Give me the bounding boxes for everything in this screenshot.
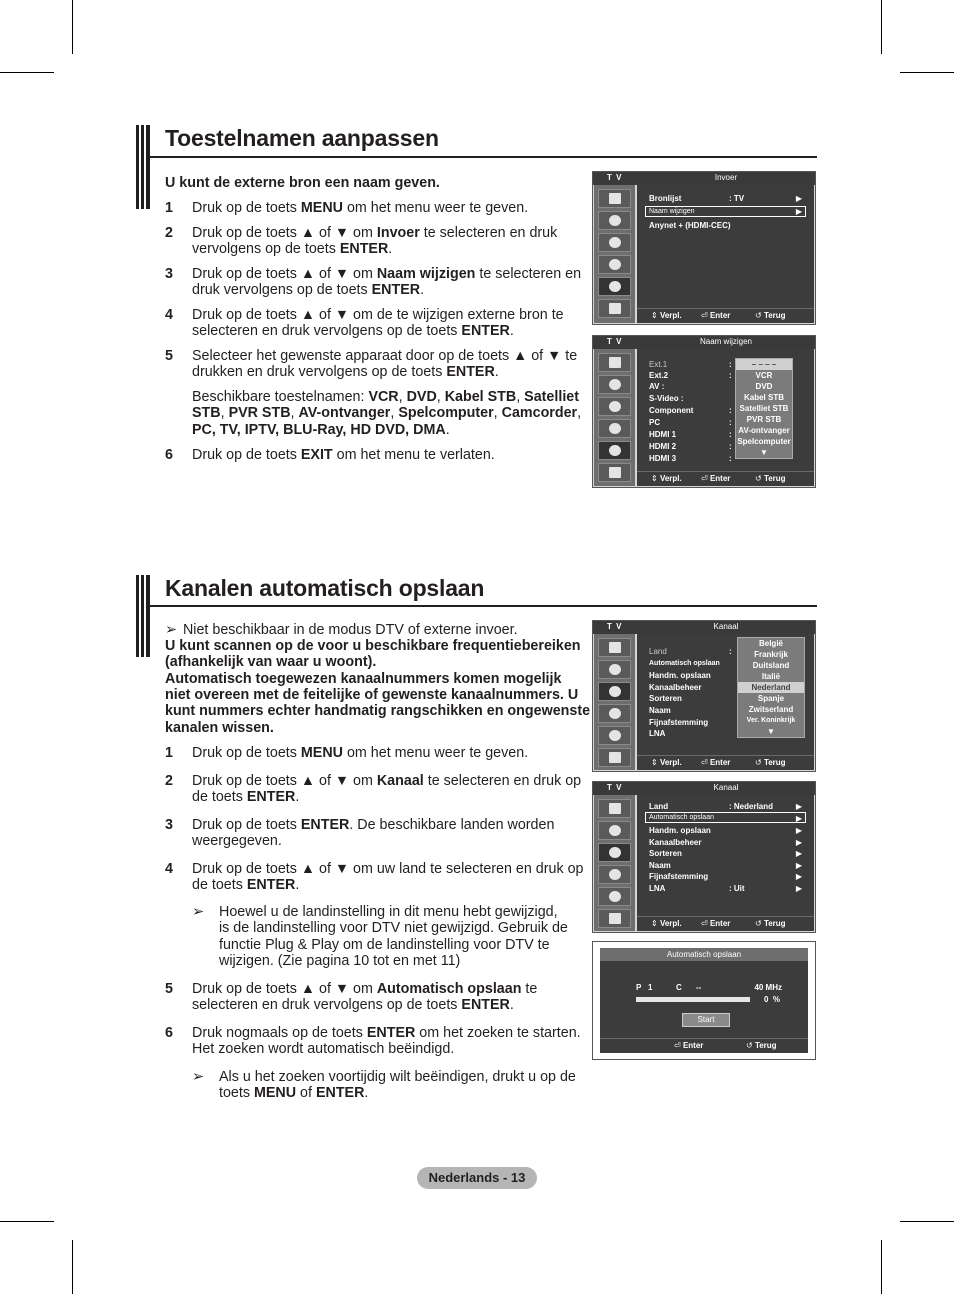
menu-row[interactable]: Component bbox=[649, 406, 694, 415]
step-number: 4 bbox=[165, 307, 173, 323]
move-hint: ⇕ Verpl. bbox=[651, 474, 682, 483]
menu-row[interactable]: Handm. opslaan bbox=[649, 671, 711, 680]
arrow-right-icon: ▶ bbox=[795, 838, 802, 847]
dropdown-option[interactable]: Duitsland bbox=[752, 661, 790, 670]
dropdown-option[interactable]: ▼ bbox=[760, 448, 768, 457]
input-icon[interactable] bbox=[598, 441, 631, 460]
step-text: Druk op de toets ▲ of ▼ om Automatisch opslaan te bbox=[192, 981, 538, 997]
note-text: Als u het zoeken voortijdig wilt beëindigen, drukt u op de bbox=[219, 1069, 576, 1085]
autosave-p-value: 1 bbox=[648, 983, 653, 992]
menu-row[interactable]: Handm. opslaan bbox=[649, 826, 711, 835]
intro-line: Automatisch toegewezen kanaalnummers komen mogelijk bbox=[165, 670, 562, 687]
step-text: selecteren en druk vervolgens op de toets ENTER. bbox=[192, 997, 514, 1014]
menu-row[interactable]: AV : bbox=[649, 382, 665, 391]
tv-label: T V bbox=[607, 337, 623, 346]
tv-label: T V bbox=[607, 173, 623, 182]
arrow-right-icon: ▶ bbox=[795, 849, 802, 858]
menu-row[interactable]: Sorteren bbox=[649, 694, 682, 703]
channel-icon[interactable] bbox=[598, 397, 631, 416]
dropdown-option[interactable]: Spanje bbox=[757, 694, 785, 703]
step-text: Druk op de toets ▲ of ▼ om Invoer te selecteren en druk bbox=[192, 225, 558, 241]
menu-title: Kanaal bbox=[713, 622, 739, 631]
menu-row-bronlijst[interactable]: Bronlijst bbox=[649, 194, 682, 203]
step-text: Druk nogmaals op de toets ENTER om het zoeken te starten. bbox=[192, 1025, 581, 1041]
note-arrow-icon: ➢ bbox=[192, 904, 204, 920]
channel-icon[interactable] bbox=[598, 233, 631, 252]
input-icon[interactable] bbox=[598, 726, 631, 745]
menu-value: : Nederland bbox=[729, 802, 774, 811]
dropdown-option[interactable]: VCR bbox=[755, 371, 773, 380]
input-icon[interactable] bbox=[598, 887, 631, 906]
note-text: functie Plug & Play om de landinstelling voor DTV te bbox=[219, 936, 550, 953]
arrow-right-icon: ▶ bbox=[795, 814, 802, 823]
dropdown-option[interactable]: AV-ontvanger bbox=[738, 426, 790, 435]
menu-colon: : bbox=[729, 442, 732, 451]
sound-icon[interactable] bbox=[598, 375, 631, 394]
intro-line: kunt nummers echter handmatig rangschikken en ongewenste bbox=[165, 703, 591, 720]
back-hint: ↺ Terug bbox=[746, 1041, 777, 1050]
step-text: druk vervolgens op de toets ENTER. bbox=[192, 282, 425, 299]
osd-invoer-panel bbox=[592, 171, 816, 325]
dropdown-option[interactable]: Kabel STB bbox=[743, 393, 784, 402]
menu-row[interactable]: Automatisch opslaan bbox=[649, 814, 714, 821]
menu-colon: : bbox=[729, 406, 732, 415]
autosave-title: Automatisch opslaan bbox=[600, 948, 808, 961]
note-text: Hoewel u de landinstelling in dit menu hebt gewijzigd, bbox=[219, 904, 558, 920]
menu-row[interactable]: Automatisch opslaan bbox=[649, 660, 720, 667]
picture-icon[interactable] bbox=[598, 799, 631, 818]
crop-mark bbox=[0, 72, 54, 73]
menu-colon: : bbox=[729, 360, 732, 369]
move-hint: ⇕ Verpl. bbox=[651, 311, 682, 320]
step-text: Druk op de toets ▲ of ▼ om uw land te selecteren en druk op bbox=[192, 861, 584, 877]
back-hint: ↺ Terug bbox=[755, 474, 786, 483]
step-text: Druk op de toets MENU om het menu weer te geven. bbox=[192, 200, 529, 216]
menu-sidebar bbox=[594, 634, 635, 770]
device-name-dropdown bbox=[735, 358, 793, 459]
step-text: de toets ENTER. bbox=[192, 789, 300, 806]
menu-row[interactable]: PC bbox=[649, 418, 661, 427]
step-text: Het zoeken wordt automatisch beëindigd. bbox=[192, 1041, 455, 1058]
setup-icon[interactable] bbox=[598, 419, 631, 438]
menu-value: : Uit bbox=[729, 884, 745, 893]
step-text: Beschikbare toestelnamen: VCR, DVD, Kabel STB, Satelliet bbox=[192, 389, 579, 405]
step-number: 5 bbox=[165, 348, 173, 364]
section-rule bbox=[150, 605, 817, 607]
crop-mark bbox=[900, 72, 954, 73]
menu-title: Naam wijzigen bbox=[699, 337, 753, 346]
arrow-right-icon: ▶ bbox=[795, 872, 802, 881]
start-button[interactable]: Start bbox=[682, 1013, 730, 1027]
section1-intro: U kunt de externe bron een naam geven. bbox=[165, 175, 440, 191]
dropdown-option[interactable]: DVD bbox=[755, 382, 773, 391]
step-number: 3 bbox=[165, 817, 173, 833]
sound-icon[interactable] bbox=[598, 211, 631, 230]
dropdown-option[interactable]: ▼ bbox=[767, 727, 775, 736]
menu-footer bbox=[637, 916, 814, 931]
picture-icon[interactable] bbox=[598, 353, 631, 372]
note-arrow-icon: ➢ bbox=[192, 1069, 204, 1085]
menu-footer bbox=[637, 755, 814, 770]
back-hint: ↺ Terug bbox=[755, 311, 786, 320]
dropdown-option[interactable]: Nederland bbox=[738, 682, 804, 693]
step-text: PC, TV, IPTV, BLU-Ray, HD DVD, DMA. bbox=[192, 421, 450, 438]
arrow-right-icon: ▶ bbox=[795, 826, 802, 835]
crop-mark bbox=[72, 0, 73, 54]
menu-row-naam-wijzigen[interactable]: Naam wijzigen bbox=[649, 208, 695, 215]
menu-main bbox=[637, 349, 814, 486]
menu-main bbox=[637, 634, 814, 770]
application-icon[interactable] bbox=[598, 299, 631, 318]
enter-hint: ⏎ Enter bbox=[701, 474, 731, 483]
channel-icon[interactable] bbox=[598, 843, 631, 862]
step-text: Druk op de toets ▲ of ▼ om Naam wijzigen te selecteren en bbox=[192, 266, 582, 282]
menu-colon: : bbox=[729, 454, 732, 463]
step-text: Druk op de toets MENU om het menu weer te geven. bbox=[192, 745, 529, 761]
application-icon[interactable] bbox=[598, 909, 631, 928]
menu-footer bbox=[637, 308, 814, 323]
dropdown-option[interactable]: Frankrijk bbox=[754, 650, 788, 659]
menu-sidebar bbox=[594, 349, 635, 486]
step-number: 2 bbox=[165, 773, 173, 789]
arrow-right-icon: ▶ bbox=[795, 861, 802, 870]
enter-hint: ⏎ Enter bbox=[701, 919, 731, 928]
menu-title: Kanaal bbox=[713, 783, 739, 792]
autosave-c-label: C bbox=[676, 983, 682, 992]
tv-label: T V bbox=[607, 783, 623, 792]
menu-row[interactable]: Land bbox=[649, 647, 667, 656]
setup-icon[interactable] bbox=[598, 865, 631, 884]
step-text: Selecteer het gewenste apparaat door op de toets ▲ of ▼ te bbox=[192, 348, 578, 364]
step-text: Druk op de toets EXIT om het menu te verlaten. bbox=[192, 447, 495, 463]
menu-sidebar bbox=[594, 795, 635, 931]
crop-mark bbox=[0, 1221, 54, 1222]
menu-row[interactable]: Ext.2 bbox=[649, 371, 669, 380]
menu-row[interactable]: S-Video : bbox=[649, 394, 684, 403]
step-text: Druk op de toets ▲ of ▼ om Kanaal te selecteren en druk op bbox=[192, 773, 582, 789]
crop-mark bbox=[72, 1240, 73, 1294]
step-number: 4 bbox=[165, 861, 173, 877]
menu-colon: : bbox=[729, 418, 732, 427]
menu-row[interactable]: HDMI 3 bbox=[649, 454, 677, 463]
osd-autosave-panel bbox=[592, 941, 816, 1060]
intro-line: U kunt scannen op de voor u beschikbare frequentiebereiken bbox=[165, 638, 581, 654]
menu-sidebar bbox=[594, 185, 635, 323]
step-text: drukken en druk vervolgens op de toets ENTER. bbox=[192, 364, 499, 381]
step-number: 1 bbox=[165, 745, 173, 761]
menu-row[interactable]: HDMI 1 bbox=[649, 430, 677, 439]
section-title: Kanalen automatisch opslaan bbox=[165, 575, 485, 601]
enter-hint: ⏎ Enter bbox=[701, 311, 731, 320]
back-hint: ↺ Terug bbox=[755, 758, 786, 767]
step-text: de toets ENTER. bbox=[192, 877, 300, 894]
dropdown-option[interactable]: Italië bbox=[761, 672, 781, 681]
autosave-progress-text: 0 % bbox=[763, 995, 780, 1004]
menu-row[interactable]: LNA bbox=[649, 729, 666, 738]
menu-row[interactable]: Sorteren bbox=[649, 849, 682, 858]
section2-note: ➢ Niet beschikbaar in de modus DTV of externe invoer. bbox=[165, 622, 518, 638]
note-text: wijzigen. (Zie pagina 10 tot en met 11) bbox=[219, 952, 461, 969]
menu-row[interactable]: LNA bbox=[649, 884, 666, 893]
menu-row[interactable]: Fijnafstemming bbox=[649, 718, 709, 727]
arrow-right-icon: ▶ bbox=[795, 802, 802, 811]
step-number: 5 bbox=[165, 981, 173, 997]
menu-row[interactable]: Ext.1 bbox=[649, 360, 668, 369]
menu-row-anynet[interactable]: Anynet + (HDMI-CEC) bbox=[649, 221, 731, 230]
dropdown-option[interactable]: Zwitserland bbox=[748, 705, 794, 714]
menu-row[interactable]: HDMI 2 bbox=[649, 442, 677, 451]
dropdown-option[interactable]: – – – – bbox=[736, 359, 792, 370]
section-title: Toestelnamen aanpassen bbox=[165, 125, 439, 151]
back-hint: ↺ Terug bbox=[755, 919, 786, 928]
step-number: 1 bbox=[165, 200, 173, 216]
arrow-right-icon: ▶ bbox=[795, 194, 802, 203]
autosave-c-value: -- bbox=[696, 983, 702, 992]
intro-line: (afhankelijk van waar u woont). bbox=[165, 654, 377, 671]
intro-line: kanalen wissen. bbox=[165, 719, 274, 736]
section-rule bbox=[150, 156, 817, 158]
menu-main bbox=[637, 185, 814, 323]
page-number-label: Nederlands - 13 bbox=[417, 1167, 537, 1189]
enter-hint: ⏎ Enter bbox=[674, 1041, 704, 1050]
crop-mark bbox=[881, 0, 882, 54]
dropdown-option[interactable]: PVR STB bbox=[746, 415, 782, 424]
tv-label: T V bbox=[607, 622, 623, 631]
osd-kanaal-land-panel bbox=[592, 620, 816, 772]
intro-line: niet overeen met de feitelijke of gewenste kanaalnummers. U bbox=[165, 686, 579, 703]
setup-icon[interactable] bbox=[598, 704, 631, 723]
dropdown-option[interactable]: België bbox=[758, 639, 783, 648]
crop-mark bbox=[900, 1221, 954, 1222]
menu-colon: : bbox=[729, 430, 732, 439]
channel-icon[interactable] bbox=[598, 682, 631, 701]
move-hint: ⇕ Verpl. bbox=[651, 758, 682, 767]
setup-icon[interactable] bbox=[598, 255, 631, 274]
picture-icon[interactable] bbox=[598, 638, 631, 657]
note-text: toets MENU of ENTER. bbox=[219, 1085, 369, 1102]
autosave-p-label: P bbox=[636, 983, 642, 992]
menu-title: Invoer bbox=[714, 173, 738, 182]
menu-colon: : bbox=[729, 371, 732, 380]
picture-icon[interactable] bbox=[598, 189, 631, 208]
move-hint: ⇕ Verpl. bbox=[651, 919, 682, 928]
note-text: is de landinstelling voor DTV niet gewijzigd. Gebruik de bbox=[219, 920, 568, 937]
menu-row[interactable]: Fijnafstemming bbox=[649, 872, 709, 881]
application-icon[interactable] bbox=[598, 748, 631, 767]
step-text: vervolgens op de toets ENTER. bbox=[192, 241, 393, 258]
step-number: 6 bbox=[165, 447, 173, 463]
menu-value: : TV bbox=[729, 194, 745, 203]
step-text: STB, PVR STB, AV-ontvanger, Spelcomputer, Camcorder, bbox=[192, 405, 582, 422]
arrow-right-icon: ▶ bbox=[795, 207, 802, 216]
autosave-progress-bar bbox=[636, 997, 750, 1002]
menu-row[interactable]: Kanaalbeheer bbox=[649, 683, 702, 692]
menu-row[interactable]: Naam bbox=[649, 706, 671, 715]
dropdown-option[interactable]: Satelliet STB bbox=[739, 404, 789, 413]
step-number: 6 bbox=[165, 1025, 173, 1041]
enter-hint: ⏎ Enter bbox=[701, 758, 731, 767]
step-number: 2 bbox=[165, 225, 173, 241]
menu-row[interactable]: Naam bbox=[649, 861, 671, 870]
dropdown-option[interactable]: Ver. Koninkrijk bbox=[746, 717, 796, 724]
menu-footer bbox=[637, 471, 814, 486]
sound-icon[interactable] bbox=[598, 660, 631, 679]
menu-main bbox=[637, 795, 814, 931]
step-text: weergegeven. bbox=[192, 833, 282, 850]
country-dropdown bbox=[737, 637, 805, 738]
crop-mark bbox=[881, 1240, 882, 1294]
menu-row[interactable]: Kanaalbeheer bbox=[649, 838, 702, 847]
step-number: 3 bbox=[165, 266, 173, 282]
menu-row[interactable]: Land bbox=[649, 802, 669, 811]
sound-icon[interactable] bbox=[598, 821, 631, 840]
application-icon[interactable] bbox=[598, 463, 631, 482]
osd-naam-wijzigen-panel bbox=[592, 335, 816, 488]
note-arrow-icon: ➢ bbox=[165, 622, 177, 638]
dropdown-option[interactable]: Spelcomputer bbox=[737, 437, 791, 446]
input-icon[interactable] bbox=[598, 277, 631, 296]
step-text: Druk op de toets ▲ of ▼ om de te wijzigen externe bron te bbox=[192, 307, 564, 323]
menu-colon: : bbox=[729, 647, 732, 656]
osd-kanaal-panel bbox=[592, 781, 816, 933]
step-text: Druk op de toets ENTER. De beschikbare landen worden bbox=[192, 817, 555, 833]
arrow-right-icon: ▶ bbox=[795, 884, 802, 893]
autosave-frequency: 40 MHz bbox=[754, 983, 782, 992]
step-text: selecteren en druk vervolgens op de toets ENTER. bbox=[192, 323, 514, 340]
